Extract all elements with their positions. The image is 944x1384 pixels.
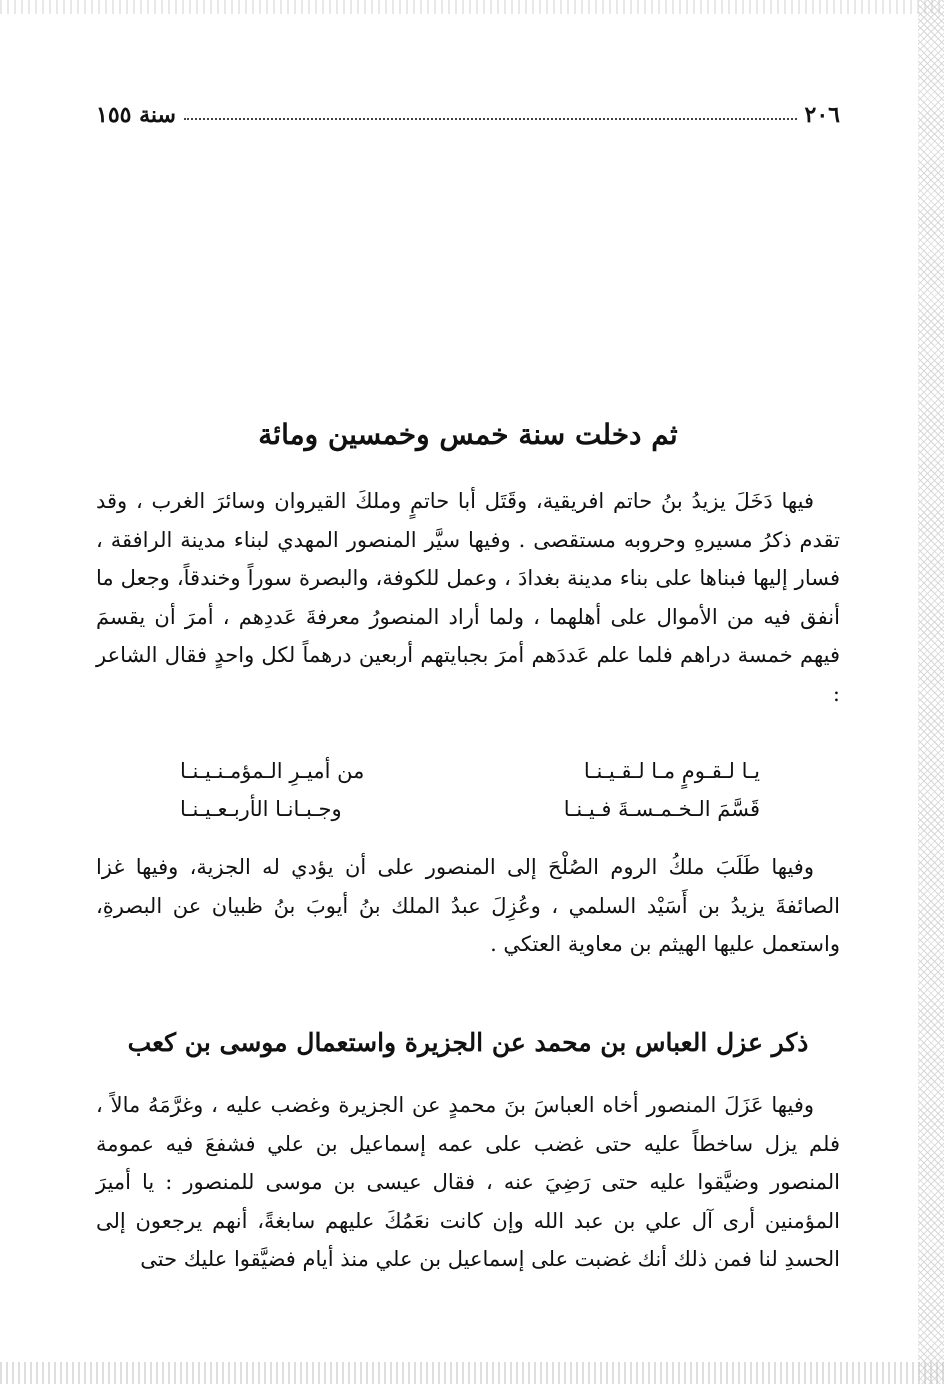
header-dotted-leader xyxy=(184,118,797,120)
poem-verse xyxy=(180,790,760,828)
page-number: ٢٠٦ xyxy=(804,102,840,128)
paragraph-text: وفيها طَلَبَ ملكُ الروم الصُلْحَ إلى المنصور على أن يؤدي له الجزية، وفيها غزا الصائفةَ يزيدُ بن أَسَيْد السلمي ، وعُزِلَ عبدُ الملك بنُ أيوبَ بنُ ظبيان عن البصرةِ، واستعمل عليها الهيثم بن معاوية العتكي . xyxy=(96,855,840,956)
paragraph xyxy=(96,848,840,964)
poem-hemistich-second: من أميـرِ الـمؤمـنـيـنـا xyxy=(180,759,365,783)
poem-hemistich-first: يـا لـقـومٍ مـا لـقـيـنـا xyxy=(583,759,760,783)
section-heading: ثم دخلت سنة خمس وخمسين ومائة xyxy=(258,418,678,451)
paragraph-text: وفيها عَزَلَ المنصور أخاه العباسَ بنَ محمدٍ عن الجزيرة وغضب عليه ، وغرَّمَهُ مالاً ، فلم يزل ساخطاً عليه حتى غضب على عمه إسماعيل بن علي فشفعَ فيه عمومة المنصور وضيَّقوا عليه حتى رَضِيَ عنه ، فقال عيسى بن موسى للمنصور : يا أميرَ المؤمنين أرى آل علي بن عبد الله وإن كانت نعَمُكَ عليهم سابغةً، أنهم يرجعون إلى الحسدِ لنا فمن ذلك أنك غضبت على إسماعيل بن علي منذ أيام فضيَّقوا عليك حتى xyxy=(96,1093,840,1271)
poem-hemistich-first: قَسَّمَ الـخـمـسـةَ فـيـنـا xyxy=(563,797,760,821)
running-title: سنة ١٥٥ xyxy=(96,102,176,128)
poem-verse xyxy=(180,752,760,790)
paragraph xyxy=(96,482,840,713)
poem-hemistich-second: وجـبـانـا الأربـعـيـنـا xyxy=(180,797,342,821)
poem xyxy=(180,752,760,828)
paragraph xyxy=(96,1086,840,1279)
paragraph-text: فيها دَخَلَ يزيدُ بنُ حاتم افريقية، وقَتَل أبا حاتمٍ وملكَ القيروان وسائرَ الغرب ، وقد تقدم ذكرُ مسيرهِ وحروبه مستقصى . وفيها سيَّر المنصور المهدي لبناء مدينة الرافقة ، فسار إليها فبناها على بناء مدينة بغدادَ ، وعمل للكوفة، والبصرة سوراً وخندقاً، وجعل ما أنفق فيه من الأموال على أهلهما ، ولما أراد المنصورُ معرفةَ عَددِهم ، أمرَ أن يقسمَ فيهم خمسة دراهم فلما علم عَددَهم أمرَ بجبايتهم أربعين درهماً لكل واحدٍ فقال الشاعر : xyxy=(96,489,840,706)
running-header xyxy=(96,100,840,130)
section-heading: ذكر عزل العباس بن محمد عن الجزيرة واستعمال موسى بن كعب xyxy=(127,1028,809,1057)
